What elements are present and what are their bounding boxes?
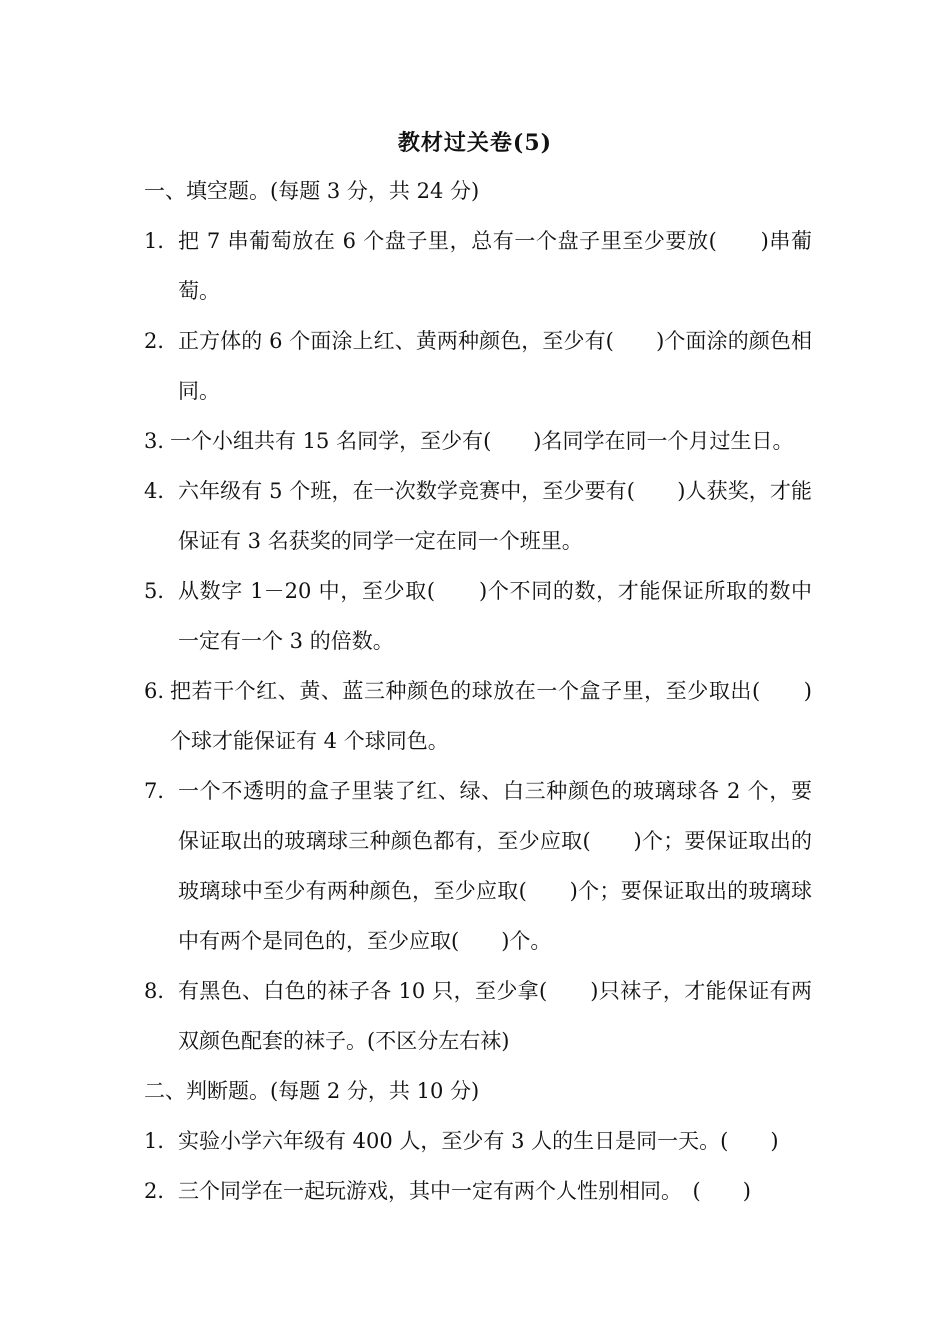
question-text: 把 7 串葡萄放在 6 个盘子里，总有一个盘子里至少要放( )串葡萄。: [178, 229, 812, 303]
question-text: 三个同学在一起玩游戏，其中一定有两个人性别相同。 ( ): [178, 1179, 751, 1203]
question-text: 一个小组共有 15 名同学，至少有( )名同学在同一个月过生日。: [170, 429, 794, 453]
question-item: [144, 1116, 812, 1166]
question-text: 一个不透明的盒子里装了红、绿、白三种颜色的玻璃球各 2 个，要保证取出的玻璃球三种颜色都有，至少应取( )个；要保证取出的玻璃球中至少有两种颜色，至少应取( )个；要保证取出的玻璃球中有两个是同色的，至少应取( )个。: [178, 779, 812, 953]
question-number: 2．: [144, 329, 179, 353]
question-text: 实验小学六年级有 400 人，至少有 3 人的生日是同一天。( ): [178, 1129, 779, 1153]
question-item: [144, 766, 812, 966]
question-item: [144, 316, 812, 416]
question-number: 7．: [144, 779, 179, 803]
question-item: [144, 466, 812, 566]
question-item: [144, 216, 812, 316]
question-number: 6.: [144, 679, 165, 703]
question-item: [144, 966, 812, 1066]
section-heading-true-false: 二、判断题。(每题 2 分，共 10 分): [144, 1079, 480, 1103]
question-text: 有黑色、白色的袜子各 10 只，至少拿( )只袜子，才能保证有两双颜色配套的袜子。(不区分左右袜): [178, 979, 812, 1053]
question-number: 5．: [144, 579, 179, 603]
question-number: 1．: [144, 229, 179, 253]
question-number: 3．: [144, 429, 179, 453]
question-item: [144, 1166, 812, 1216]
question-number: 1．: [144, 1129, 179, 1153]
question-item: [144, 666, 812, 766]
section-heading-fill-blank: 一、填空题。(每题 3 分，共 24 分): [144, 179, 480, 203]
question-text: 六年级有 5 个班，在一次数学竞赛中，至少要有( )人获奖，才能保证有 3 名获奖的同学一定在同一个班里。: [178, 479, 812, 553]
question-text: 从数字 1－20 中，至少取( )个不同的数，才能保证所取的数中一定有一个 3 的倍数。: [178, 579, 812, 653]
question-text: 正方体的 6 个面涂上红、黄两种颜色，至少有( )个面涂的颜色相同。: [178, 329, 812, 403]
question-number: 4．: [144, 479, 179, 503]
question-item: [144, 566, 812, 666]
question-number: 2．: [144, 1179, 179, 1203]
exam-content: [144, 166, 812, 1216]
question-item: [144, 416, 812, 466]
question-number: 8．: [144, 979, 179, 1003]
page-title: 教材过关卷(5): [397, 130, 553, 156]
question-text: 把若干个红、黄、蓝三种颜色的球放在一个盒子里，至少取出( )个球才能保证有 4 个球同色。: [170, 679, 812, 753]
